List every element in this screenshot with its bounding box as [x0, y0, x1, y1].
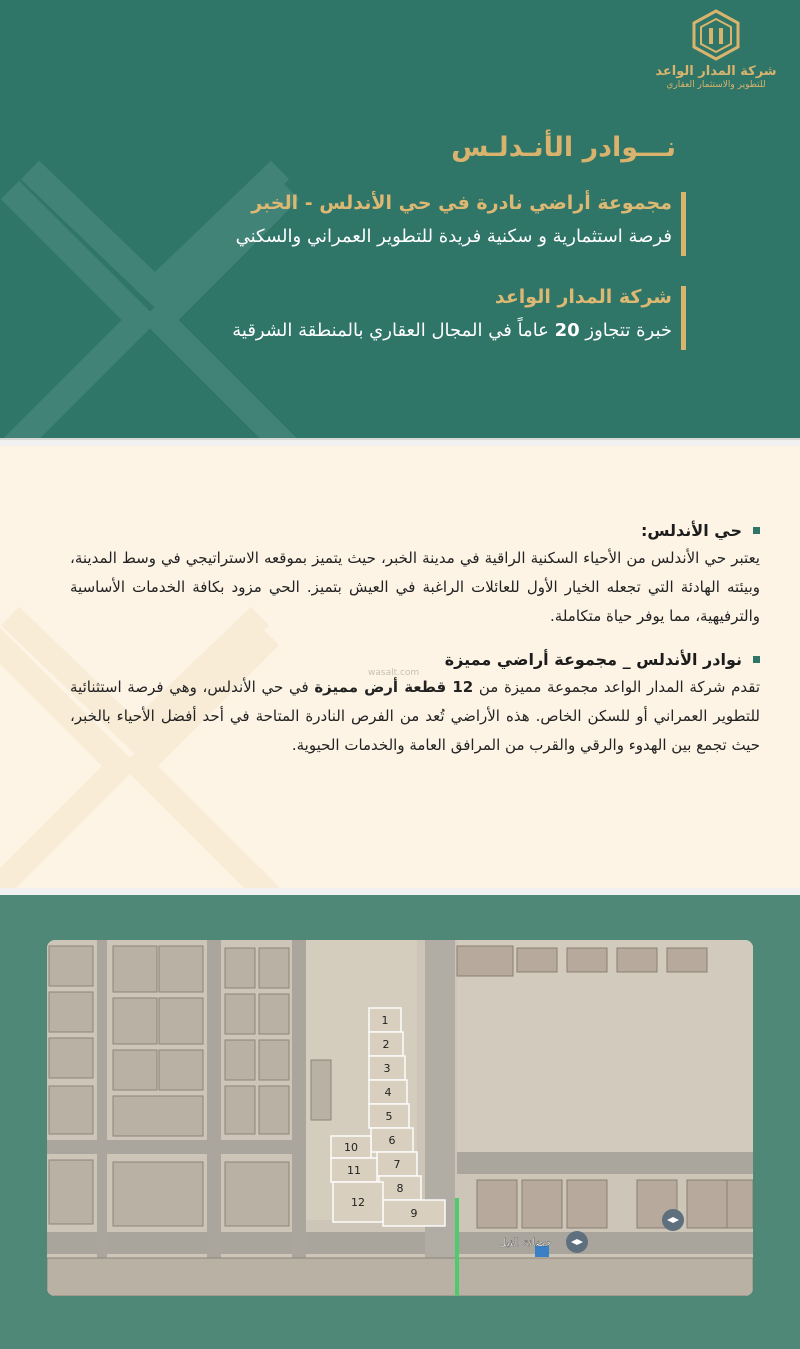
- experience-years: 20: [554, 320, 580, 341]
- block-heading: مجموعة أراضي نادرة في حي الأندلس - الخبر: [251, 192, 672, 214]
- section-heading-text: حي الأندلس:: [641, 521, 742, 540]
- company-logo: [646, 8, 786, 90]
- hero-card: [0, 0, 800, 440]
- map-svg: [47, 940, 753, 1296]
- accent-bar: [681, 286, 686, 350]
- plot-number: 11: [347, 1164, 361, 1177]
- logo-mark-icon: [689, 8, 743, 62]
- bullet-square-icon: [753, 527, 760, 534]
- paragraph-highlight: 12 قطعة أرض مميزة: [314, 678, 474, 696]
- plot-number: 5: [385, 1110, 393, 1123]
- watermark: wasalt.com: [368, 668, 420, 678]
- plot-number: 4: [384, 1086, 392, 1099]
- map-card: [0, 895, 800, 1349]
- info-card: [0, 446, 800, 888]
- paragraph-part: في حي الأندلس، وهي فرصة استثنائية للتطوير العمراني أو للسكن الخاص. هذه الأراضي تُعد من الفرص النادرة المتاحة في أحد أفضل الأحياء بالخبر، حيث تجمع بين الهدوء والرقي والقرب من المرافق العامة والخدمات الحيوية.: [70, 678, 760, 754]
- school-pin-icon: [566, 1231, 588, 1253]
- plot-number: 9: [410, 1207, 418, 1220]
- plot-number: 3: [383, 1062, 391, 1075]
- plot-number: 10: [344, 1141, 358, 1154]
- section-heading-andalus: [70, 518, 760, 544]
- hero-block-lands: [72, 190, 672, 252]
- info-body: [70, 518, 760, 760]
- logo-subtitle: للتطوير والاستثمار العقاري: [666, 80, 766, 90]
- section-paragraph-andalus: يعتبر حي الأندلس من الأحياء السكنية الراقية في مدينة الخبر، حيث يتميز بموقعه الاستراتيجي في وسط المدينة، وبيئته الهادئة التي تجعله الخيار الأول للعائلات الراغبة في العيش بتميز. الحي مزود بكافة الخدمات الأساسية والترفيهية، مما يوفر حياة متكاملة.: [70, 549, 760, 625]
- satellite-map[interactable]: [47, 940, 753, 1296]
- block-text: فرصة استثمارية و سكنية فريدة للتطوير العمراني والسكني: [235, 226, 672, 247]
- section-heading-text: نوادر الأندلس _ مجموعة أراضي مميزة: [444, 650, 742, 669]
- plot-number: 8: [396, 1182, 404, 1195]
- block-heading: شركة المدار الواعد: [494, 286, 672, 308]
- paragraph-part: تقدم شركة المدار الواعد مجموعة مميزة من: [473, 678, 761, 696]
- block-text: [72, 316, 672, 346]
- experience-text-start: خبرة تتجاوز: [579, 320, 672, 341]
- hero-title: نـــوادر الأنـدلـس: [451, 132, 676, 163]
- plot-number: 12: [351, 1196, 365, 1209]
- plot-number: 2: [382, 1038, 390, 1051]
- accent-bar: [681, 192, 686, 256]
- plot-number: 1: [381, 1014, 389, 1027]
- plot-number: 7: [393, 1158, 401, 1171]
- school-pin-icon: [662, 1209, 684, 1231]
- section-paragraph-nawader: [70, 673, 760, 760]
- bullet-square-icon: [753, 656, 760, 663]
- hero-block-company: [72, 284, 672, 346]
- experience-text-end: عاماً في المجال العقاري بالمنطقة الشرقية: [232, 320, 555, 341]
- plot-number: 6: [388, 1134, 396, 1147]
- logo-name: شركة المدار الواعد: [655, 64, 777, 79]
- place-label: حضانة النبل: [498, 1236, 552, 1249]
